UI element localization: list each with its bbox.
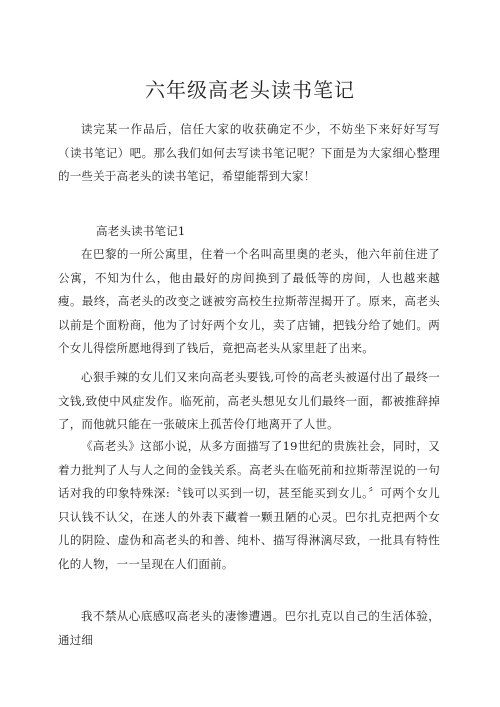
document-title: 六年级高老头读书笔记 bbox=[145, 78, 355, 102]
intro-paragraph: 读完某一作品后，信任大家的收获确定不少，不妨坐下来好好写写（读书笔记）吧。那么我们如何去写读书笔记呢？下面是为大家细心整理的一些关于高老头的读书笔记，希望能帮到大家！ bbox=[58, 122, 440, 184]
body-paragraph-1: 在巴黎的一所公寓里，住着一个名叫高里奥的老头，他六年前住进了公寓，不知为什么，他由最好的房间换到了最低等的房间，人也越来越瘦。最终，高老头的改变之谜被穷高校生拉斯蒂涅揭开了。原来，高老头以前是个面粉商，他为了讨好两个女儿，卖了店铺，把钱分给了她们。两个女儿得偿所愿地得到了钱后，竟把高老头从家里赶了出来。 bbox=[58, 247, 440, 356]
body-paragraph-3: 《高老头》这部小说，从多方面描写了19世纪的贵族社会，同时，又着力批判了人与人之间的金钱关系。高老头在临死前和拉斯蒂涅说的一句话对我的印象特殊深:〝钱可以买到一切，甚至能买到女儿。〞可两个女儿只认钱不认父，在迷人的外表下藏着一颗丑陋的心灵。巴尔扎克把两个女儿的阴险、虚伪和高老头的和善、纯朴、描写得淋漓尽致，一批具有特性化的人物，一一呈现在人们面前。 bbox=[58, 439, 440, 571]
section-heading: 高老头读书笔记1 bbox=[96, 224, 186, 238]
body-paragraph-4: 我不禁从心底感叹高老头的凄惨遭遇。巴尔扎克以自己的生活体验，通过细 bbox=[58, 609, 440, 647]
body-paragraph-2: 心狠手辣的女儿们又来向高老头要钱,可怜的高老头被逼付出了最终一文钱,致使中风症发作。临死前，高老头想见女儿们最终一面，都被推辞掉了，而他就只能在一张破床上孤苦伶仃地离开了人世。 bbox=[58, 370, 440, 432]
